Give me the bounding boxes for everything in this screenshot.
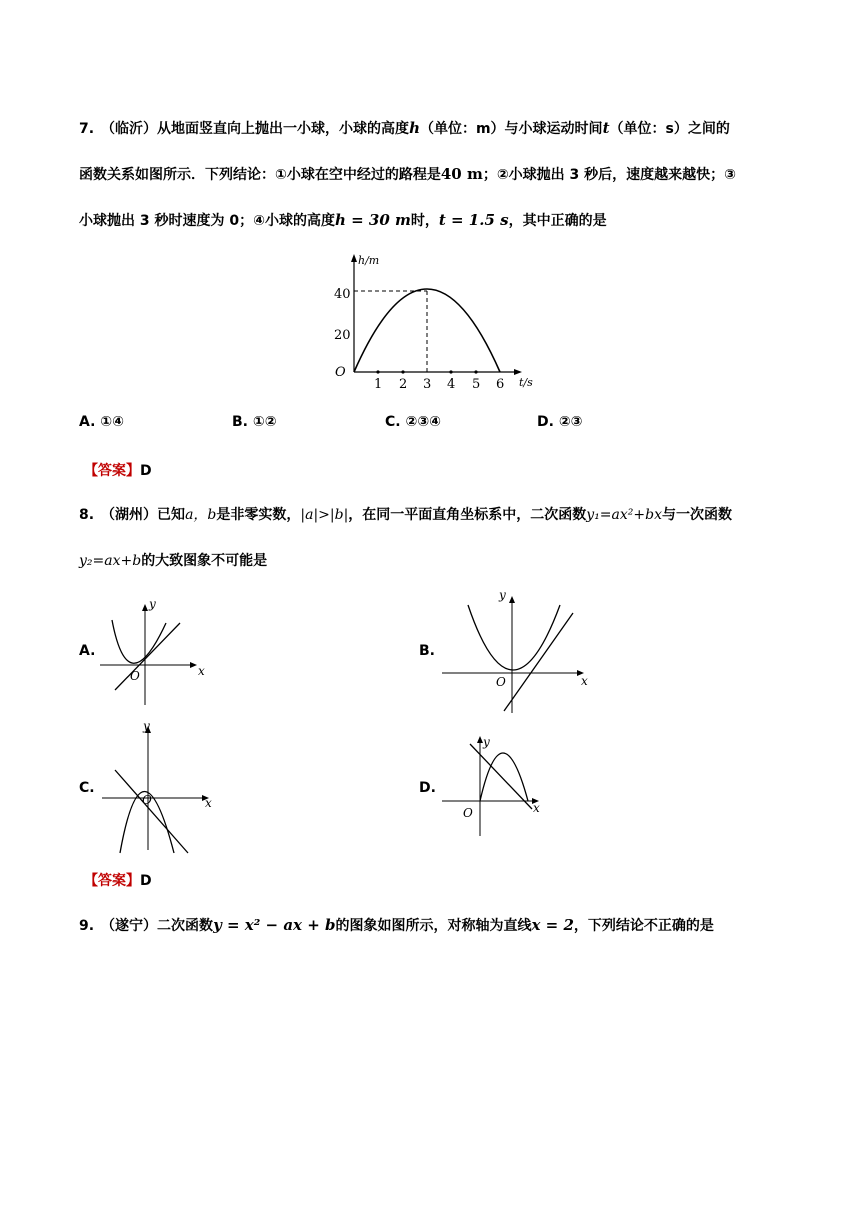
q7-line-2: 函数关系如图所示．下列结论：①小球在空中经过的路程是40 m；②小球抛出 3 秒后，速度越来越快；③ (79, 165, 737, 183)
q7-option-c: C. ②③④ (385, 414, 442, 430)
q7-x-axis-arrow (514, 369, 522, 375)
q7-xtick-3: 3 (423, 377, 432, 392)
q8-graph-d (440, 730, 555, 840)
q7-option-a: A. ①④ (79, 414, 125, 430)
q7-xtick-6: 6 (496, 377, 505, 392)
q7-xtick-5: 5 (472, 377, 481, 392)
svg-text:y: y (149, 597, 156, 611)
q7-ytick-40: 40 (334, 287, 351, 302)
svg-text:O: O (142, 793, 152, 807)
q7-y-axis-arrow (351, 254, 357, 262)
svg-text:O: O (463, 806, 473, 820)
q8-line-1: 8. （湖州）已知a，b是非零实数，|a|>|b|，在同一平面直角坐标系中，二次函数y₁=ax²+bx与一次函数 (79, 507, 732, 523)
q7-line-3: 小球抛出 3 秒时速度为 0；④小球的高度h = 30 m时，t = 1.5 s，其中正确的是 (79, 211, 607, 229)
q7-x-label: t/s (519, 376, 533, 389)
q8-option-b-label: B. (419, 643, 435, 659)
q7-line-1: 7. （临沂）从地面竖直向上抛出一小球，小球的高度h（单位：m）与小球运动时间t（单位：s）之间的 (79, 119, 730, 137)
svg-text:y: y (143, 719, 150, 733)
q8-option-c-label: C. (79, 780, 95, 796)
q7-ytick-20: 20 (334, 328, 351, 343)
q7-xtick-4: 4 (447, 377, 456, 392)
svg-text:x: x (533, 801, 540, 815)
q7-origin-label: O (335, 365, 346, 380)
q8-graph-a (100, 595, 215, 710)
svg-text:x: x (198, 664, 205, 678)
q7-x-tick-2 (401, 370, 404, 373)
q8-option-d-label: D. (419, 780, 436, 796)
svg-text:x: x (581, 674, 588, 688)
q7-answer: 【答案】D (84, 463, 152, 479)
q9-line-1: 9. （遂宁）二次函数y = x² − ax + b的图象如图所示，对称轴为直线x = 2，下列结论不正确的是 (79, 916, 714, 934)
q7-y-label: h/m (358, 254, 380, 267)
q8-answer: 【答案】D (84, 873, 152, 889)
svg-text:x: x (205, 796, 212, 810)
q7-xtick-2: 2 (399, 377, 408, 392)
q7-x-tick-1 (376, 370, 379, 373)
q8-graph-c (100, 715, 220, 855)
q8-line-2: y₂=ax+b的大致图象不可能是 (79, 553, 268, 569)
q8-option-a-label: A. (79, 643, 96, 659)
svg-text:y: y (499, 588, 506, 602)
q7-option-b: B. ①② (232, 414, 277, 430)
svg-text:O: O (496, 675, 506, 689)
svg-text:y: y (483, 735, 490, 749)
q8-graph-b (440, 585, 595, 715)
q7-xtick-1: 1 (374, 377, 383, 392)
q7-height-time-graph (325, 248, 540, 396)
svg-text:O: O (130, 669, 140, 683)
q7-x-tick-5 (474, 370, 477, 373)
q7-x-tick-4 (449, 370, 452, 373)
q7-option-d: D. ②③ (537, 414, 583, 430)
